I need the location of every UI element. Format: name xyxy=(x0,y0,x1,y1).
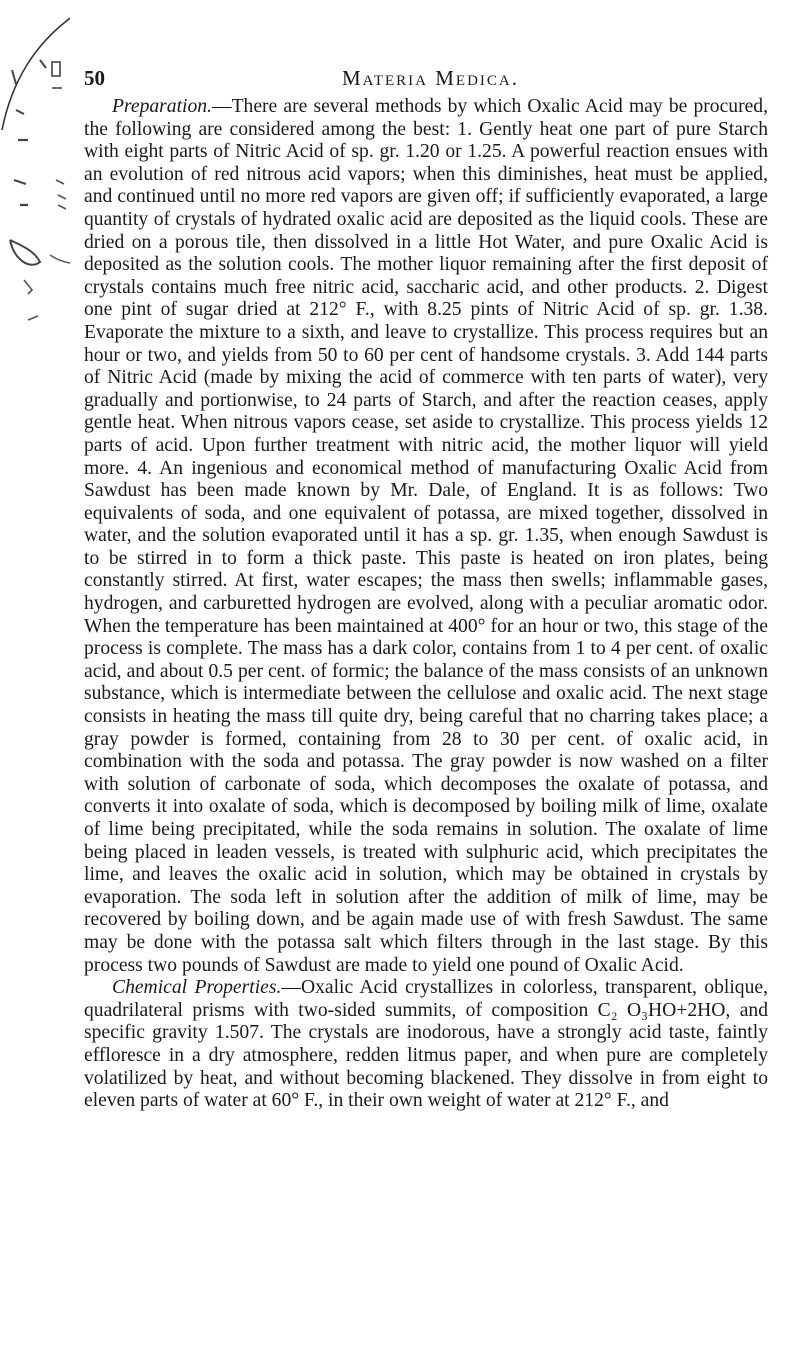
section-heading: Preparation. xyxy=(112,96,212,117)
paragraph-preparation xyxy=(84,96,768,977)
paragraph-text: —Oxalic Acid crystallizes in colorless, transparent, oblique, quadrilateral prisms with two-sided summits, of composition C₂ O₃HO+2HO, and specific gravity 1.507. The crystals are inodorous, have a strongly acid taste, faintly effloresce in a dry atmosphere, redden litmus paper, and when pure are completely volatilized by heat, and without becoming blackened. They dissolve in from eight to eleven parts of water at 60° F., in their own weight of water at 212° F., and xyxy=(84,977,768,1112)
binding-margin-marks xyxy=(0,0,70,600)
paragraph-text: —There are several methods by which Oxalic Acid may be procured, the following are considered among the best: 1. Gently heat one part of pure Starch with eight parts of Nitric Acid of sp. gr. 1.20 or 1.25. A powerful reaction ensues with an evolution of red nitrous acid vapors; when this diminishes, heat must be applied, and continued until no more red vapors are given off; if sufficiently evaporated, a large quantity of crystals of hydrated oxalic acid are deposited as the liquid cools. These are dried on a porous tile, then dissolved in a little Hot Water, and pure Oxalic Acid is deposited as the solution cools. The mother liquor remaining after the first deposit of crystals contains much free nitric acid, saccharic acid, and other products. 2. Digest one pint of sugar dried at 212° F., with 8.25 pints of Nitric Acid of sp. gr. 1.38. Evaporate the mixture to a sixth, and leave to crystallize. This process requires but an hour or two, and yields from 50 to 60 per cent of handsome crystals. 3. Add 144 parts of Nitric Acid (made by mixing the acid of commerce with ten parts of water), very gradually and portionwise, to 24 parts of Starch, and after the reaction ceases, apply gentle heat. When nitrous vapors cease, set aside to crystallize. This process yields 12 parts of acid. Upon further treatment with nitric acid, the mother liquor will yield more. 4. An ingenious and economical method of manufacturing Oxalic Acid from Sawdust has been made known by Mr. Dale, of England. It is as follows: Two equivalents of soda, and one equivalent of potassa, are mixed together, dissolved in water, and the solution evaporated until it has a sp. gr. 1.35, when enough Sawdust is to be stirred in to form a thick paste. This paste is heated on iron plates, being constantly stirred. At first, water escapes; the mass then swells; inflammable gases, hydrogen, and carburetted hydrogen are evolved, along with a peculiar aromatic odor. When the temperature has been maintained at 400° for an hour or two, this stage of the process is complete. The mass has a dark color, contains from 1 to 4 per cent. of oxalic acid, and about 0.5 per cent. of formic; the balance of the mass consists of an unknown substance, which is intermediate between the cellulose and oxalic acid. The next stage consists in heating the mass till quite dry, being careful that no charring takes place; a gray powder is formed, containing from 28 to 30 per cent. of oxalic acid, in combination with the soda and potassa. The gray powder is now washed on a filter with solution of carbonate of soda, which decomposes the oxalate of potassa, and converts it into oxalate of soda, which is decomposed by boiling milk of lime, oxalate of lime being precipitated, while the soda remains in solution. The oxalate of lime being placed in leaden vessels, is treated with sulphuric acid, which precipitates the lime, and leaves the oxalic acid in solution, which may be obtained in crystals by evaporation. The soda left in solution after the addition of milk of lime, may be recovered by boiling down, and be again made use of with fresh Sawdust. The same may be done with the potassa salt which filters through in the last stage. By this process two pounds of Sawdust are made to yield one pound of Oxalic Acid. xyxy=(84,96,768,976)
page-header xyxy=(84,66,764,96)
paragraph-chemical-properties xyxy=(84,977,768,1113)
running-head: Materia Medica. xyxy=(342,66,519,90)
page-number: 50 xyxy=(84,66,105,90)
body-text xyxy=(84,96,768,1113)
section-heading: Chemical Properties. xyxy=(112,977,282,999)
